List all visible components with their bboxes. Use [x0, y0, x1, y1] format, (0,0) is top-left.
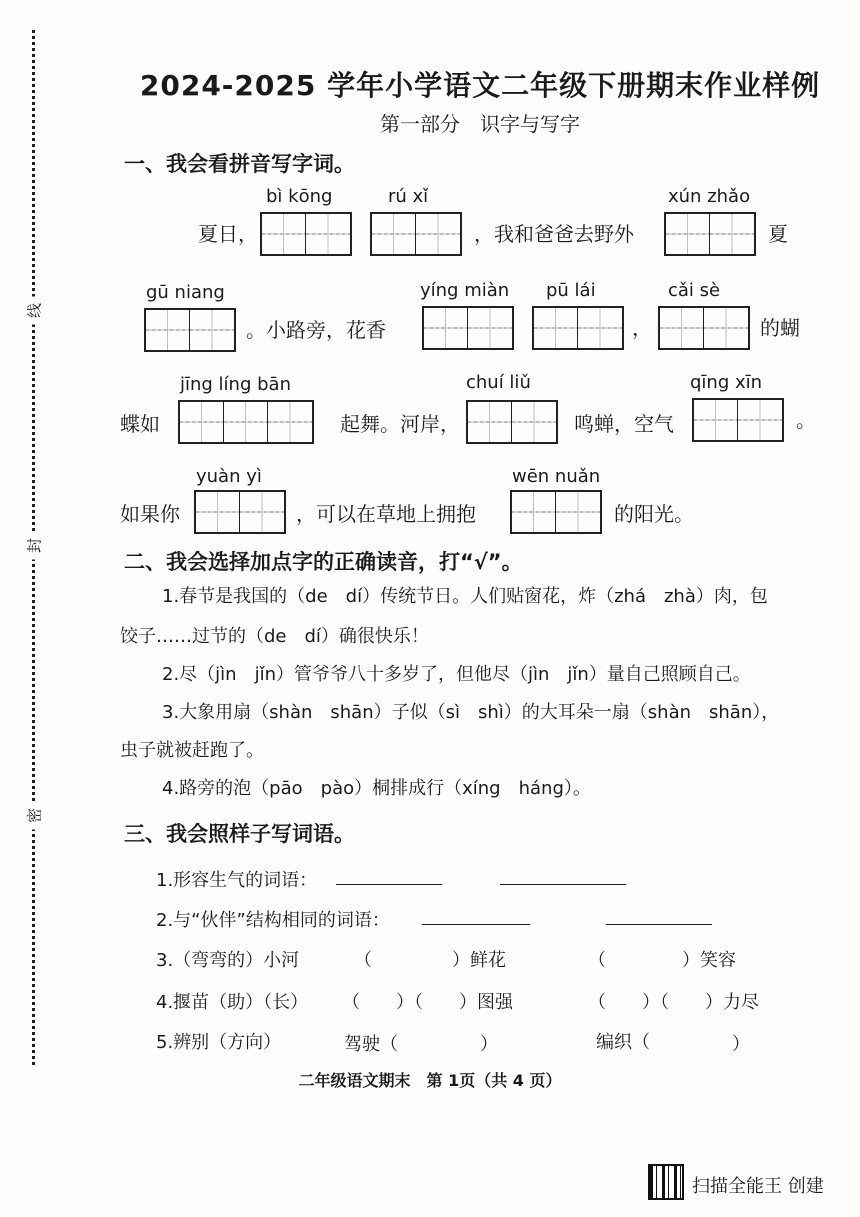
question-3-1: 1.形容生气的词语： — [156, 870, 318, 891]
pinyin-guniang: gū niang — [146, 282, 225, 303]
pinyin-jinglingban: jīng líng bān — [180, 374, 291, 395]
paren-close-bianzhi: ） — [732, 1034, 750, 1055]
writing-grid-pulai[interactable] — [532, 306, 624, 350]
text-with-dad: ，我和爸爸去野外 — [474, 222, 634, 246]
text-bianzhi: 编织（ — [596, 1032, 650, 1053]
question-3-2: 2.与“伙伴”结构相同的词语： — [156, 910, 390, 931]
page-title: 2024-2025 学年小学语文二年级下册期末作业样例 — [139, 69, 821, 102]
margin-mark-seal: 封 — [24, 532, 45, 560]
answer-blank-3-2a[interactable] — [422, 924, 530, 925]
text-xiari: 夏日， — [198, 222, 258, 246]
pinyin-chuiliu: chuí liǔ — [466, 372, 531, 393]
section-1-heading: 一、我会看拼音写字词。 — [124, 152, 355, 176]
qr-code-icon — [648, 1164, 684, 1200]
question-2-1-line2[interactable]: 饺子……过节的（de dí）确很快乐！ — [120, 626, 429, 647]
writing-grid-wennuan[interactable] — [510, 490, 602, 534]
question-2-4[interactable]: 4.路旁的泡（pāo pào）桐排成行（xíng háng）。 — [162, 778, 591, 799]
pinyin-ruxi: rú xǐ — [388, 186, 429, 207]
answer-blank-3-2b[interactable] — [606, 924, 712, 925]
pinyin-yuanyi: yuàn yì — [196, 466, 262, 487]
writing-grid-bikong[interactable] — [260, 212, 352, 256]
answer-blank-3-1b[interactable] — [500, 884, 626, 885]
scanner-watermark: 扫描全能王 创建 — [692, 1176, 824, 1197]
text-xianhua: ）鲜花 — [452, 950, 506, 971]
blank-tuqiang[interactable]: （ ）（ ）图强 — [342, 992, 513, 1013]
pinyin-xunzhao: xún zhǎo — [668, 186, 751, 207]
pinyin-caise: cǎi sè — [668, 280, 721, 301]
margin-mark-secret: 密 — [24, 802, 45, 830]
writing-grid-yuanyi[interactable] — [194, 490, 286, 534]
question-3-3: 3.（弯弯的）小河 — [156, 950, 300, 971]
text-de-hu: 的蝴 — [760, 316, 800, 340]
text-ruguoni: 如果你 — [120, 502, 180, 526]
writing-grid-caise[interactable] — [658, 306, 750, 350]
pinyin-pulai: pū lái — [546, 280, 596, 301]
paren-open-3-3b[interactable]: （ — [588, 950, 606, 971]
page-subtitle: 第一部分 识字与写字 — [380, 112, 580, 136]
text-comma: ， — [632, 316, 652, 340]
pinyin-qingxin: qīng xīn — [690, 372, 763, 393]
text-path-flowers: 。小路旁，花香 — [246, 318, 386, 342]
pinyin-wennuan: wēn nuǎn — [512, 466, 601, 487]
text-xia: 夏 — [768, 222, 788, 246]
pinyin-bikong: bì kōng — [266, 186, 333, 207]
writing-grid-xunzhao[interactable] — [664, 212, 756, 256]
question-2-1-line1[interactable]: 1.春节是我国的（de dí）传统节日。人们贴窗花，炸（zhá zhà）肉，包 — [162, 586, 768, 607]
question-2-3-line2: 虫子就被赶跑了。 — [120, 740, 264, 761]
text-die-ru: 蝶如 — [120, 412, 160, 436]
text-de-yangguang: 的阳光。 — [614, 502, 694, 526]
writing-grid-ruxi[interactable] — [370, 212, 462, 256]
paren-close-jiashi: ） — [480, 1034, 498, 1055]
writing-grid-guniang[interactable] — [144, 308, 236, 352]
blank-lijin[interactable]: （ ）（ ）力尽 — [588, 992, 759, 1013]
question-3-4: 4.揠苗（助）（长） — [156, 992, 309, 1013]
question-2-2[interactable]: 2.尽（jìn jǐn）管爷爷八十多岁了，但他尽（jìn jǐn）量自己照顾自己。 — [162, 664, 751, 685]
section-3-heading: 三、我会照样子写词语。 — [124, 822, 355, 846]
writing-grid-jinglingban[interactable] — [178, 400, 314, 444]
text-period: 。 — [796, 408, 816, 432]
writing-grid-yingmian[interactable] — [422, 306, 514, 350]
text-xiaorong: ）笑容 — [682, 950, 736, 971]
page-footer: 二年级语文期末 第 1页（共 4 页） — [298, 1071, 562, 1090]
question-2-3-line1[interactable]: 3.大象用扇（shàn shān）子似（sì shì）的大耳朵一扇（shàn shān）， — [162, 702, 780, 723]
text-keyi-yongbao: ，可以在草地上拥抱 — [296, 502, 476, 526]
text-qiwu-hean: 起舞。河岸， — [340, 412, 460, 436]
question-3-5: 5.辨别（方向） — [156, 1032, 282, 1053]
margin-mark-line: 线 — [24, 297, 45, 325]
answer-blank-3-1a[interactable] — [336, 884, 442, 885]
writing-grid-qingxin[interactable] — [692, 398, 784, 442]
pinyin-yingmian: yíng miàn — [420, 280, 510, 301]
paren-open-3-3a[interactable]: （ — [354, 950, 372, 971]
section-2-heading: 二、我会选择加点字的正确读音，打“√”。 — [124, 550, 523, 574]
writing-grid-chuiliu[interactable] — [466, 400, 558, 444]
text-mingchan-kongqi: 鸣蝉，空气 — [574, 412, 674, 436]
text-jiashi: 驾驶（ — [344, 1034, 398, 1055]
